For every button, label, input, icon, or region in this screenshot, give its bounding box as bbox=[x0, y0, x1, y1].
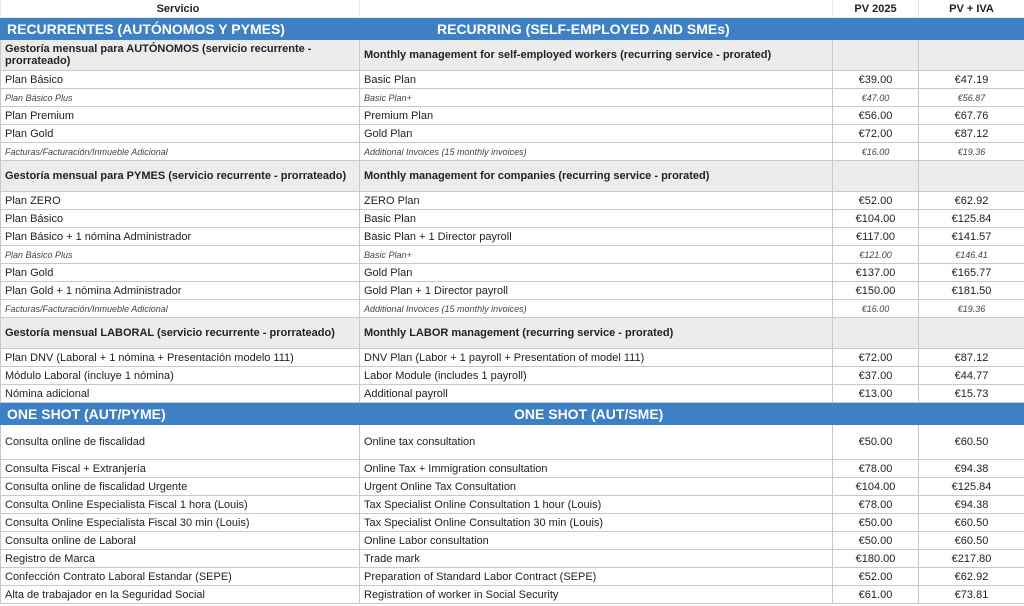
service-name-en: Online tax consultation bbox=[360, 425, 833, 460]
service-name-en: Trade mark bbox=[360, 550, 833, 568]
table-row bbox=[1, 478, 1024, 496]
service-name-en: Basic Plan bbox=[360, 210, 833, 228]
table-row bbox=[1, 125, 1024, 143]
group-blank-pv bbox=[833, 161, 919, 192]
table-row bbox=[1, 496, 1024, 514]
price-pv-iva: €19.36 bbox=[919, 143, 1024, 161]
service-name-en: DNV Plan (Labor + 1 payroll + Presentation of model 111) bbox=[360, 349, 833, 367]
service-name-en: Additional Invoices (15 monthly invoices) bbox=[360, 300, 833, 318]
service-name-es: Confección Contrato Laboral Estandar (SEPE) bbox=[1, 568, 360, 586]
group-title-en: Monthly management for companies (recurring service - prorated) bbox=[360, 161, 833, 192]
price-pv-iva: €60.50 bbox=[919, 425, 1024, 460]
service-name-es: Plan ZERO bbox=[1, 192, 360, 210]
group-header-row bbox=[1, 318, 1024, 349]
group-title-en: Monthly management for self-employed workers (recurring service - prorated) bbox=[360, 40, 833, 71]
price-table-body bbox=[1, 0, 1024, 604]
price-pv2025: €52.00 bbox=[833, 568, 919, 586]
table-row bbox=[1, 143, 1024, 161]
service-name-en: Basic Plan + 1 Director payroll bbox=[360, 228, 833, 246]
service-name-es: Plan Básico Plus bbox=[1, 246, 360, 264]
table-row bbox=[1, 192, 1024, 210]
group-blank-pv bbox=[833, 40, 919, 71]
price-pv-iva: €15.73 bbox=[919, 385, 1024, 403]
table-row bbox=[1, 367, 1024, 385]
service-name-en: Basic Plan bbox=[360, 71, 833, 89]
service-name-es: Plan Gold + 1 nómina Administrador bbox=[1, 282, 360, 300]
price-pv-iva: €60.50 bbox=[919, 532, 1024, 550]
table-row bbox=[1, 550, 1024, 568]
price-pv2025: €50.00 bbox=[833, 514, 919, 532]
section-title-en: RECURRING (SELF-EMPLOYED AND SMEs) bbox=[360, 18, 1024, 40]
service-name-es: Plan Básico + 1 nómina Administrador bbox=[1, 228, 360, 246]
price-pv-iva: €94.38 bbox=[919, 496, 1024, 514]
price-pv2025: €52.00 bbox=[833, 192, 919, 210]
service-name-en: Basic Plan+ bbox=[360, 246, 833, 264]
price-pv2025: €121.00 bbox=[833, 246, 919, 264]
column-header-row bbox=[1, 0, 1024, 18]
group-blank-iva bbox=[919, 161, 1024, 192]
price-pv2025: €72.00 bbox=[833, 125, 919, 143]
group-title-en: Monthly LABOR management (recurring service - prorated) bbox=[360, 318, 833, 349]
price-pv2025: €16.00 bbox=[833, 143, 919, 161]
table-row bbox=[1, 586, 1024, 604]
table-row bbox=[1, 385, 1024, 403]
service-name-es: Consulta online de fiscalidad bbox=[1, 425, 360, 460]
service-name-es: Facturas/Facturación/Inmueble Adicional bbox=[1, 143, 360, 161]
group-header-row bbox=[1, 40, 1024, 71]
price-pv2025: €78.00 bbox=[833, 460, 919, 478]
price-pv2025: €37.00 bbox=[833, 367, 919, 385]
price-pv-iva: €87.12 bbox=[919, 349, 1024, 367]
price-pv-iva: €73.81 bbox=[919, 586, 1024, 604]
price-pv2025: €104.00 bbox=[833, 210, 919, 228]
service-name-es: Plan Gold bbox=[1, 264, 360, 282]
service-name-en: Gold Plan + 1 Director payroll bbox=[360, 282, 833, 300]
price-pv2025: €117.00 bbox=[833, 228, 919, 246]
column-header-servicio: Servicio bbox=[1, 0, 360, 18]
table-row bbox=[1, 568, 1024, 586]
group-title-es: Gestoría mensual para PYMES (servicio recurrente - prorrateado) bbox=[1, 161, 360, 192]
column-header-pv2025: PV 2025 bbox=[833, 0, 919, 18]
price-pv-iva: €146.41 bbox=[919, 246, 1024, 264]
service-name-en: Basic Plan+ bbox=[360, 89, 833, 107]
table-row bbox=[1, 246, 1024, 264]
price-pv-iva: €94.38 bbox=[919, 460, 1024, 478]
price-pv-iva: €47.19 bbox=[919, 71, 1024, 89]
price-pv2025: €50.00 bbox=[833, 425, 919, 460]
price-pv-iva: €62.92 bbox=[919, 568, 1024, 586]
service-name-es: Plan DNV (Laboral + 1 nómina + Presentación modelo 111) bbox=[1, 349, 360, 367]
service-name-es: Consulta online de Laboral bbox=[1, 532, 360, 550]
section-title-es: ONE SHOT (AUT/PYME) bbox=[1, 403, 360, 425]
section-title-es: RECURRENTES (AUTÓNOMOS Y PYMES) bbox=[1, 18, 360, 40]
price-pv2025: €72.00 bbox=[833, 349, 919, 367]
service-name-en: Labor Module (includes 1 payroll) bbox=[360, 367, 833, 385]
price-pv2025: €16.00 bbox=[833, 300, 919, 318]
group-blank-pv bbox=[833, 318, 919, 349]
price-pv-iva: €44.77 bbox=[919, 367, 1024, 385]
group-blank-iva bbox=[919, 318, 1024, 349]
service-name-en: Online Labor consultation bbox=[360, 532, 833, 550]
group-title-es: Gestoría mensual LABORAL (servicio recurrente - prorrateado) bbox=[1, 318, 360, 349]
service-name-es: Registro de Marca bbox=[1, 550, 360, 568]
section-band bbox=[1, 18, 1024, 40]
table-row bbox=[1, 71, 1024, 89]
price-pv2025: €61.00 bbox=[833, 586, 919, 604]
service-name-en: Registration of worker in Social Security bbox=[360, 586, 833, 604]
price-pv-iva: €19.36 bbox=[919, 300, 1024, 318]
service-name-en: Urgent Online Tax Consultation bbox=[360, 478, 833, 496]
service-name-en: Additional payroll bbox=[360, 385, 833, 403]
service-name-en: ZERO Plan bbox=[360, 192, 833, 210]
price-pv2025: €47.00 bbox=[833, 89, 919, 107]
table-row bbox=[1, 228, 1024, 246]
service-name-en: Gold Plan bbox=[360, 125, 833, 143]
service-name-en: Tax Specialist Online Consultation 30 min (Louis) bbox=[360, 514, 833, 532]
section-title-en: ONE SHOT (AUT/SME) bbox=[360, 403, 1024, 425]
service-name-en: Preparation of Standard Labor Contract (SEPE) bbox=[360, 568, 833, 586]
table-row bbox=[1, 460, 1024, 478]
price-pv2025: €78.00 bbox=[833, 496, 919, 514]
price-pv2025: €56.00 bbox=[833, 107, 919, 125]
table-row bbox=[1, 282, 1024, 300]
service-name-en: Gold Plan bbox=[360, 264, 833, 282]
table-row bbox=[1, 300, 1024, 318]
price-pv2025: €150.00 bbox=[833, 282, 919, 300]
table-row bbox=[1, 264, 1024, 282]
table-row bbox=[1, 425, 1024, 460]
table-row bbox=[1, 514, 1024, 532]
service-name-es: Consulta Fiscal + Extranjería bbox=[1, 460, 360, 478]
price-pv2025: €50.00 bbox=[833, 532, 919, 550]
service-name-es: Plan Básico bbox=[1, 71, 360, 89]
price-pv2025: €39.00 bbox=[833, 71, 919, 89]
price-pv-iva: €217.80 bbox=[919, 550, 1024, 568]
service-name-es: Módulo Laboral (incluye 1 nómina) bbox=[1, 367, 360, 385]
service-name-es: Plan Básico bbox=[1, 210, 360, 228]
service-name-es: Plan Básico Plus bbox=[1, 89, 360, 107]
service-name-es: Consulta Online Especialista Fiscal 30 min (Louis) bbox=[1, 514, 360, 532]
service-name-en: Tax Specialist Online Consultation 1 hour (Louis) bbox=[360, 496, 833, 514]
price-pv-iva: €67.76 bbox=[919, 107, 1024, 125]
price-pv-iva: €165.77 bbox=[919, 264, 1024, 282]
column-header-blank bbox=[360, 0, 833, 18]
price-pv-iva: €125.84 bbox=[919, 478, 1024, 496]
price-pv-iva: €87.12 bbox=[919, 125, 1024, 143]
table-row bbox=[1, 210, 1024, 228]
service-name-es: Consulta online de fiscalidad Urgente bbox=[1, 478, 360, 496]
service-name-es: Facturas/Facturación/Inmueble Adicional bbox=[1, 300, 360, 318]
price-pv-iva: €56.87 bbox=[919, 89, 1024, 107]
group-blank-iva bbox=[919, 40, 1024, 71]
price-pv-iva: €60.50 bbox=[919, 514, 1024, 532]
table-row bbox=[1, 89, 1024, 107]
price-pv2025: €137.00 bbox=[833, 264, 919, 282]
price-pv-iva: €141.57 bbox=[919, 228, 1024, 246]
table-row bbox=[1, 349, 1024, 367]
price-pv2025: €13.00 bbox=[833, 385, 919, 403]
price-pv-iva: €181.50 bbox=[919, 282, 1024, 300]
group-header-row bbox=[1, 161, 1024, 192]
group-title-es: Gestoría mensual para AUTÓNOMOS (servicio recurrente - prorrateado) bbox=[1, 40, 360, 71]
price-pv2025: €180.00 bbox=[833, 550, 919, 568]
price-pv-iva: €125.84 bbox=[919, 210, 1024, 228]
table-row bbox=[1, 532, 1024, 550]
service-name-es: Alta de trabajador en la Seguridad Social bbox=[1, 586, 360, 604]
service-name-es: Consulta Online Especialista Fiscal 1 hora (Louis) bbox=[1, 496, 360, 514]
service-name-en: Premium Plan bbox=[360, 107, 833, 125]
price-pv2025: €104.00 bbox=[833, 478, 919, 496]
column-header-pv-iva: PV + IVA bbox=[919, 0, 1024, 18]
service-name-es: Plan Premium bbox=[1, 107, 360, 125]
service-name-en: Additional Invoices (15 monthly invoices) bbox=[360, 143, 833, 161]
price-pv-iva: €62.92 bbox=[919, 192, 1024, 210]
service-name-es: Plan Gold bbox=[1, 125, 360, 143]
service-name-es: Nómina adicional bbox=[1, 385, 360, 403]
service-name-en: Online Tax + Immigration consultation bbox=[360, 460, 833, 478]
section-band bbox=[1, 403, 1024, 425]
table-row bbox=[1, 107, 1024, 125]
